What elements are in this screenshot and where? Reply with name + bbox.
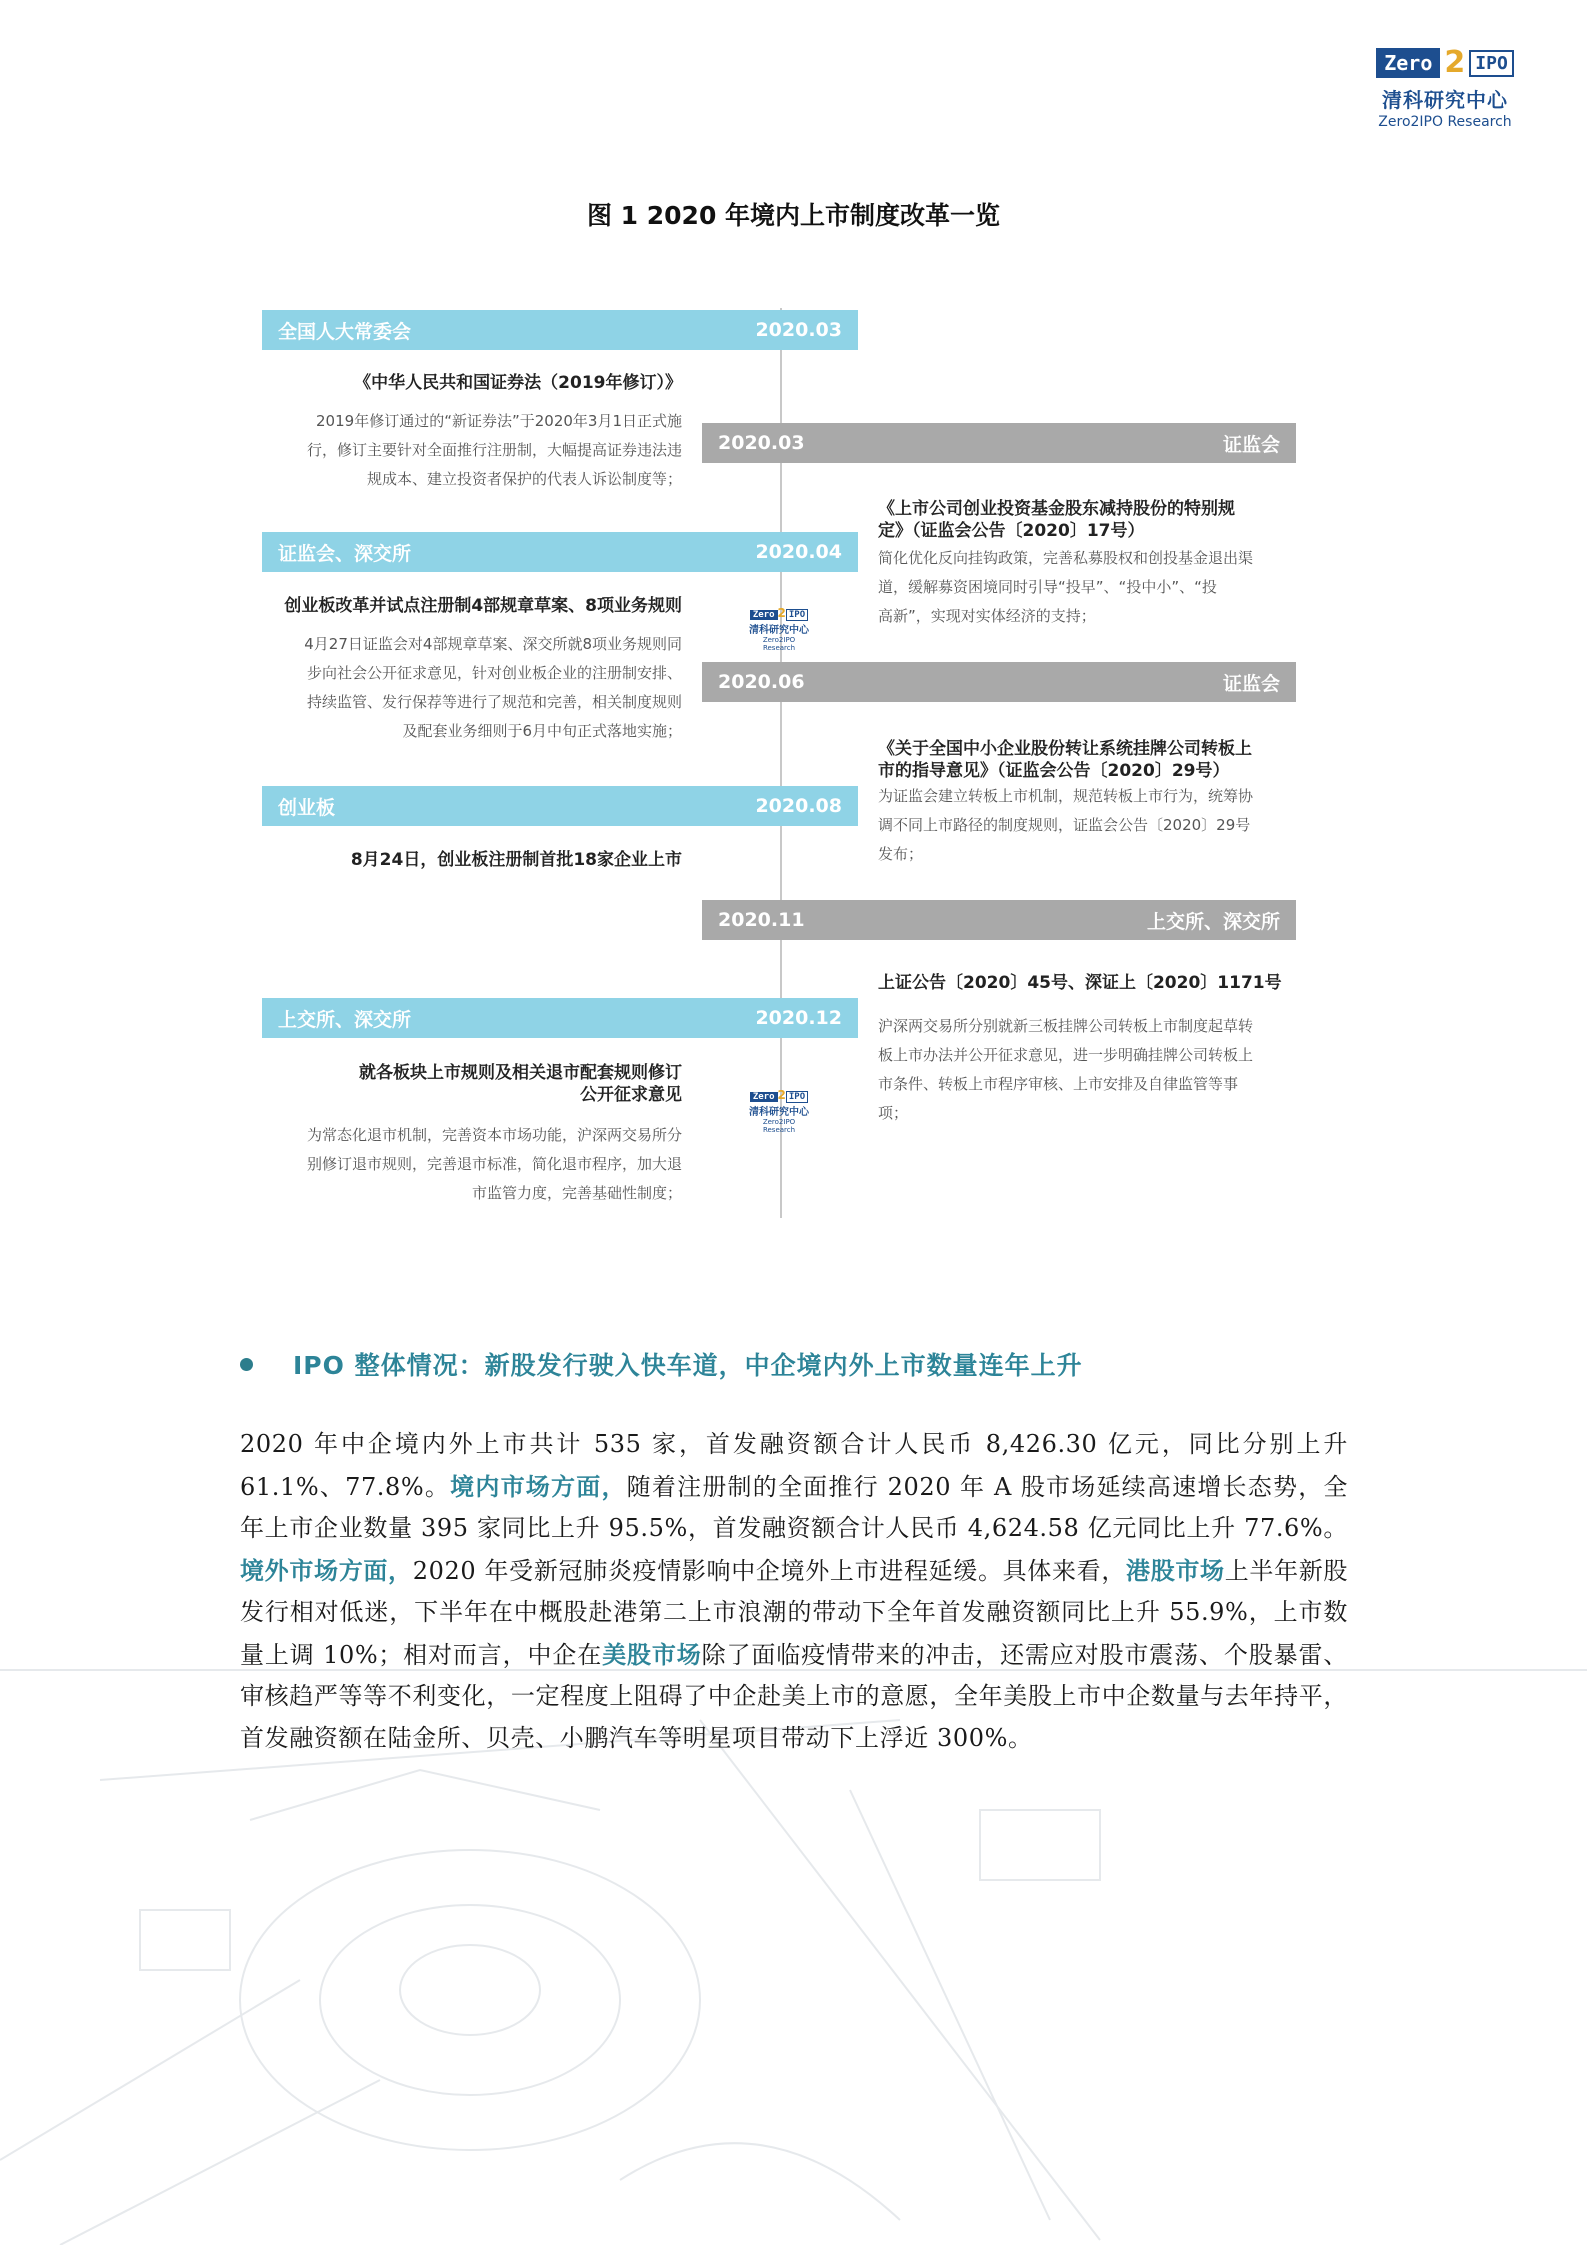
event-description: 简化优化反向挂钩政策，完善私募股权和创投基金退出渠 道，缓解募资困境同时引导“投早”、“投中小”、“投 高新”，实现对实体经济的支持； [878,549,1254,625]
event-description: 为证监会建立转板上市机制，规范转板上市行为，统筹协 调不同上市路径的制度规则，证监会公告〔2020〕29号 发布； [878,787,1254,863]
timeline-bar-2020-04 [262,532,858,572]
event-description: 2019年修订通过的“新证券法”于2020年3月1日正式施 行，修订主要针对全面推行注册制，大幅提高证券违法违 规成本、建立投资者保护的代表人诉讼制度等； [306,412,682,488]
event-title: 《上市公司创业投资基金股东减持股份的特别规 定》（证监会公告〔2020〕17号） [878,499,1235,541]
highlight-hk-market: 港股市场 [1126,1555,1225,1585]
bullet-dot-icon [240,1358,253,1371]
timeline-bar-2020-06 [702,662,1296,702]
section-heading [240,1346,1083,1382]
event-date: 2020.08 [755,795,842,817]
reform-timeline [262,308,1302,1228]
event-description: 为常态化退市机制，完善资本市场功能，沪深两交易所分 别修订退市规则，完善退市标准，简化退市程序，加大退 市监管力度，完善基础性制度； [306,1126,682,1202]
logo-two-mark: 2 [1444,45,1466,80]
event-org: 创业板 [278,796,336,819]
highlight-domestic-market: 境内市场方面， [450,1471,627,1501]
event-title: 上证公告〔2020〕45号、深证上〔2020〕1171号 [878,973,1282,993]
highlight-overseas-market: 境外市场方面， [240,1555,413,1585]
event-date: 2020.04 [755,541,842,563]
event-org: 证监会、深交所 [278,542,412,565]
event-org: 上交所、深交所 [1146,910,1280,933]
timeline-bar-2020-08 [262,786,858,826]
timeline-bar-2020-03-npc [262,310,858,350]
logo-zero-mark: Zero [1376,48,1440,78]
event-description: 沪深两交易所分别就新三板挂牌公司转板上市制度起草转 板上市办法并公开征求意见，进一步明确挂牌公司转板上 市条件、转板上市程序审核、上市安排及自律监管等事 项； [878,1017,1254,1122]
section-heading-text: IPO 整体情况：新股发行驶入快车道，中企境内外上市数量连年上升 [293,1351,1083,1380]
event-title: 就各板块上市规则及相关退市配套规则修订 公开征求意见 [359,1063,682,1105]
figure-title: 图 1 2020 年境内上市制度改革一览 [586,201,1001,230]
timeline-bar-2020-03-csrc [702,423,1296,463]
timeline-bar-2020-11 [702,900,1296,940]
event-date: 2020.11 [718,909,805,931]
event-org: 证监会 [1222,672,1280,695]
highlight-us-market: 美股市场 [602,1639,702,1669]
event-description: 4月27日证监会对4部规章草案、深交所就8项业务规则同 步向社会公开征求意见，针对创业板企业的注册制安排、 持续监管、发行保荐等进行了规范和完善，相关制度规则 及配套业务细则于6月中旬正式落地实施； [304,635,682,740]
event-title: 《关于全国中小企业股份转让系统挂牌公司转板上 市的指导意见》（证监会公告〔2020〕29号） [878,739,1252,781]
watermark-logo: Zero 2 IPO 清科研究中心 Zero2IPO Research [749,1088,809,1134]
logo-english-name: Zero2IPO Research [1378,114,1512,130]
event-title: 创业板改革并试点注册制4部规章草案、8项业务规则 [284,596,682,616]
event-date: 2020.12 [755,1007,842,1029]
event-date: 2020.03 [718,432,805,454]
logo-ipo-mark: IPO [1469,50,1514,77]
watermark-logo: Zero 2 IPO 清科研究中心 Zero2IPO Research [749,606,809,652]
event-title: 《中华人民共和国证券法（2019年修订）》 [354,373,682,393]
event-org: 上交所、深交所 [278,1008,412,1031]
brand-logo [1370,45,1520,130]
body-paragraph: 2020 年中企境内外上市共计 535 家，首发融资额合计人民币 8,426.30 亿元，同比分别上升 61.1%、77.8%。境内市场方面，随着注册制的全面推行 2020 年 A 股市场延续高速增长态势，全年上市企业数量 395 家同比上升 95.5%，首发融资额合计人民币 4,624.58 亿元同比上升 77.6%。境外市场方面，2020 年受新冠肺炎疫情影响中企境外上市进程延缓。具体来看，港股市场上半年新股发行相对低迷，下半年在中概股赴港第二上市浪潮的带动下全年首发融资额同比上升 55.9%，上市数量上调 10%；相对而言，中企在美股市场除了面临疫情带来的冲击，还需应对股市震荡、个股暴雷、审核趋严等等不利变化，一定程度上阻碍了中企赴美上市的意愿，全年美股上市中企数量与去年持平，首发融资额在陆金所、贝壳、小鹏汽车等明星项目带动下上浮近 300%。 [240,1430,1349,1752]
event-date: 2020.06 [718,671,805,693]
event-org: 全国人大常委会 [278,320,412,343]
event-title: 8月24日，创业板注册制首批18家企业上市 [350,850,682,870]
event-org: 证监会 [1222,433,1280,456]
event-date: 2020.03 [755,319,842,341]
timeline-bar-2020-12 [262,998,858,1038]
logo-chinese-name: 清科研究中心 [1382,88,1508,112]
